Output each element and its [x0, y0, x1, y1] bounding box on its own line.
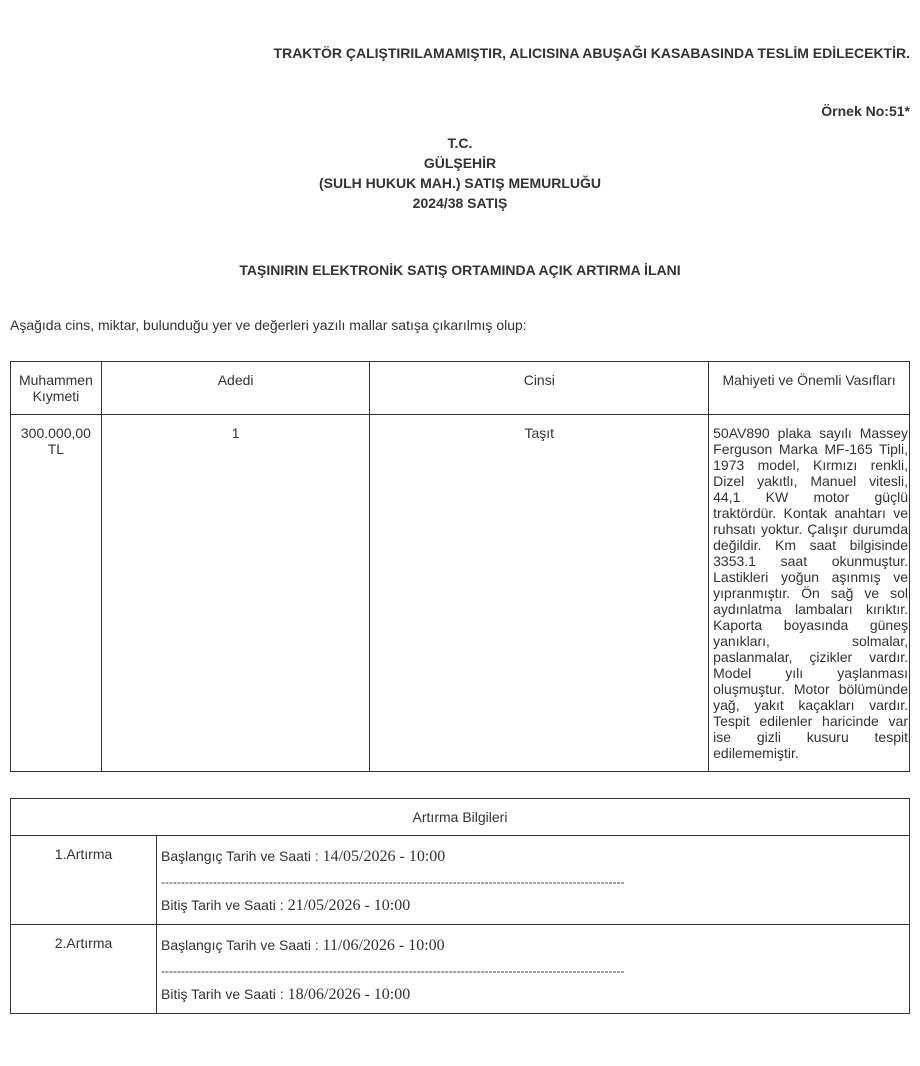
cell-type: Taşıt [370, 415, 709, 772]
auction-heading: Artırma Bilgileri [11, 799, 910, 836]
header-line-file: 2024/38 SATIŞ [412, 195, 508, 211]
table-row [11, 415, 910, 772]
header-type: Cinsi [370, 362, 709, 415]
start-date-label: Başlangıç Tarih ve Saati : [161, 937, 323, 953]
header-description: Mahiyeti ve Önemli Vasıfları [709, 362, 910, 415]
start-date-value: 14/05/2026 - 10:00 [322, 848, 446, 865]
goods-table [10, 361, 910, 772]
header-line-tc: T.C. [447, 135, 473, 151]
office-header [10, 133, 910, 213]
start-date-value: 11/06/2026 - 10:00 [322, 937, 445, 954]
auction-table [10, 798, 910, 1014]
round-label: 2.Artırma [11, 925, 157, 1014]
round-dates [157, 836, 910, 925]
delivery-notice: TRAKTÖR ÇALIŞTIRILAMAMIŞTIR, ALICISINA ABUŞAĞI KASABASINDA TESLİM EDİLECEKTİR. [273, 45, 910, 61]
end-date-line [161, 984, 905, 1005]
goods-table-header-row [11, 362, 910, 415]
cell-description: 50AV890 plaka sayılı Massey Ferguson Marka MF-165 Tipli, 1973 model, Kırmızı renkli, Dizel yakıtlı, Manuel vitesli, 44,1 KW motor güçlü traktördür. Kontak anahtarı ve ruhsatı yoktur. Çalışır durumda değildir. Km saat bilgisinde 3353.1 saat okunmuştur. Lastikleri yoğun aşınmış ve yıpranmıştır. Ön sağ ve sol aydınlatma lambaları kırıktır. Kaporta boyasında güneş yanıkları, solmalar, paslanmalar, çizikler vardır. Model yılı yaşlanması oluşmuştur. Motor bölümünde yağ, yakıt kaçakları vardır. Tespit edilenler haricinde var ise gizli kusuru tespit edilememiştir. [709, 415, 910, 772]
announcement-title: TAŞINIRIN ELEKTRONİK SATIŞ ORTAMINDA AÇIK ARTIRMA İLANI [239, 262, 681, 278]
end-date-value: 21/05/2026 - 10:00 [287, 897, 411, 914]
header-count: Adedi [101, 362, 370, 415]
end-date-label: Bitiş Tarih ve Saati : [161, 986, 288, 1002]
round-label: 1.Artırma [11, 836, 157, 925]
cell-estimated-value: 300.000,00 TL [11, 415, 102, 772]
start-date-line [161, 935, 905, 956]
header-line-office: (SULH HUKUK MAH.) SATIŞ MEMURLUĞU [318, 175, 602, 191]
start-date-label: Başlangıç Tarih ve Saati : [161, 848, 323, 864]
end-date-value: 18/06/2026 - 10:00 [287, 986, 411, 1003]
date-separator: -------------------------------------------------------------------------------------------------------------------- [161, 875, 625, 889]
end-date-label: Bitiş Tarih ve Saati : [161, 897, 288, 913]
start-date-line [161, 846, 905, 867]
intro-text: Aşağıda cins, miktar, bulunduğu yer ve değerleri yazılı mallar satışa çıkarılmış olup: [10, 317, 527, 333]
auction-round-row [11, 836, 910, 925]
end-date-line [161, 895, 905, 916]
date-separator: -------------------------------------------------------------------------------------------------------------------- [161, 964, 625, 978]
header-estimated-value: Muhammen Kıymeti [11, 362, 102, 415]
auction-heading-row [11, 799, 910, 836]
round-dates [157, 925, 910, 1014]
cell-count: 1 [101, 415, 370, 772]
header-line-district: GÜLŞEHİR [423, 155, 497, 171]
auction-round-row [11, 925, 910, 1014]
sample-number: Örnek No:51* [821, 103, 910, 119]
